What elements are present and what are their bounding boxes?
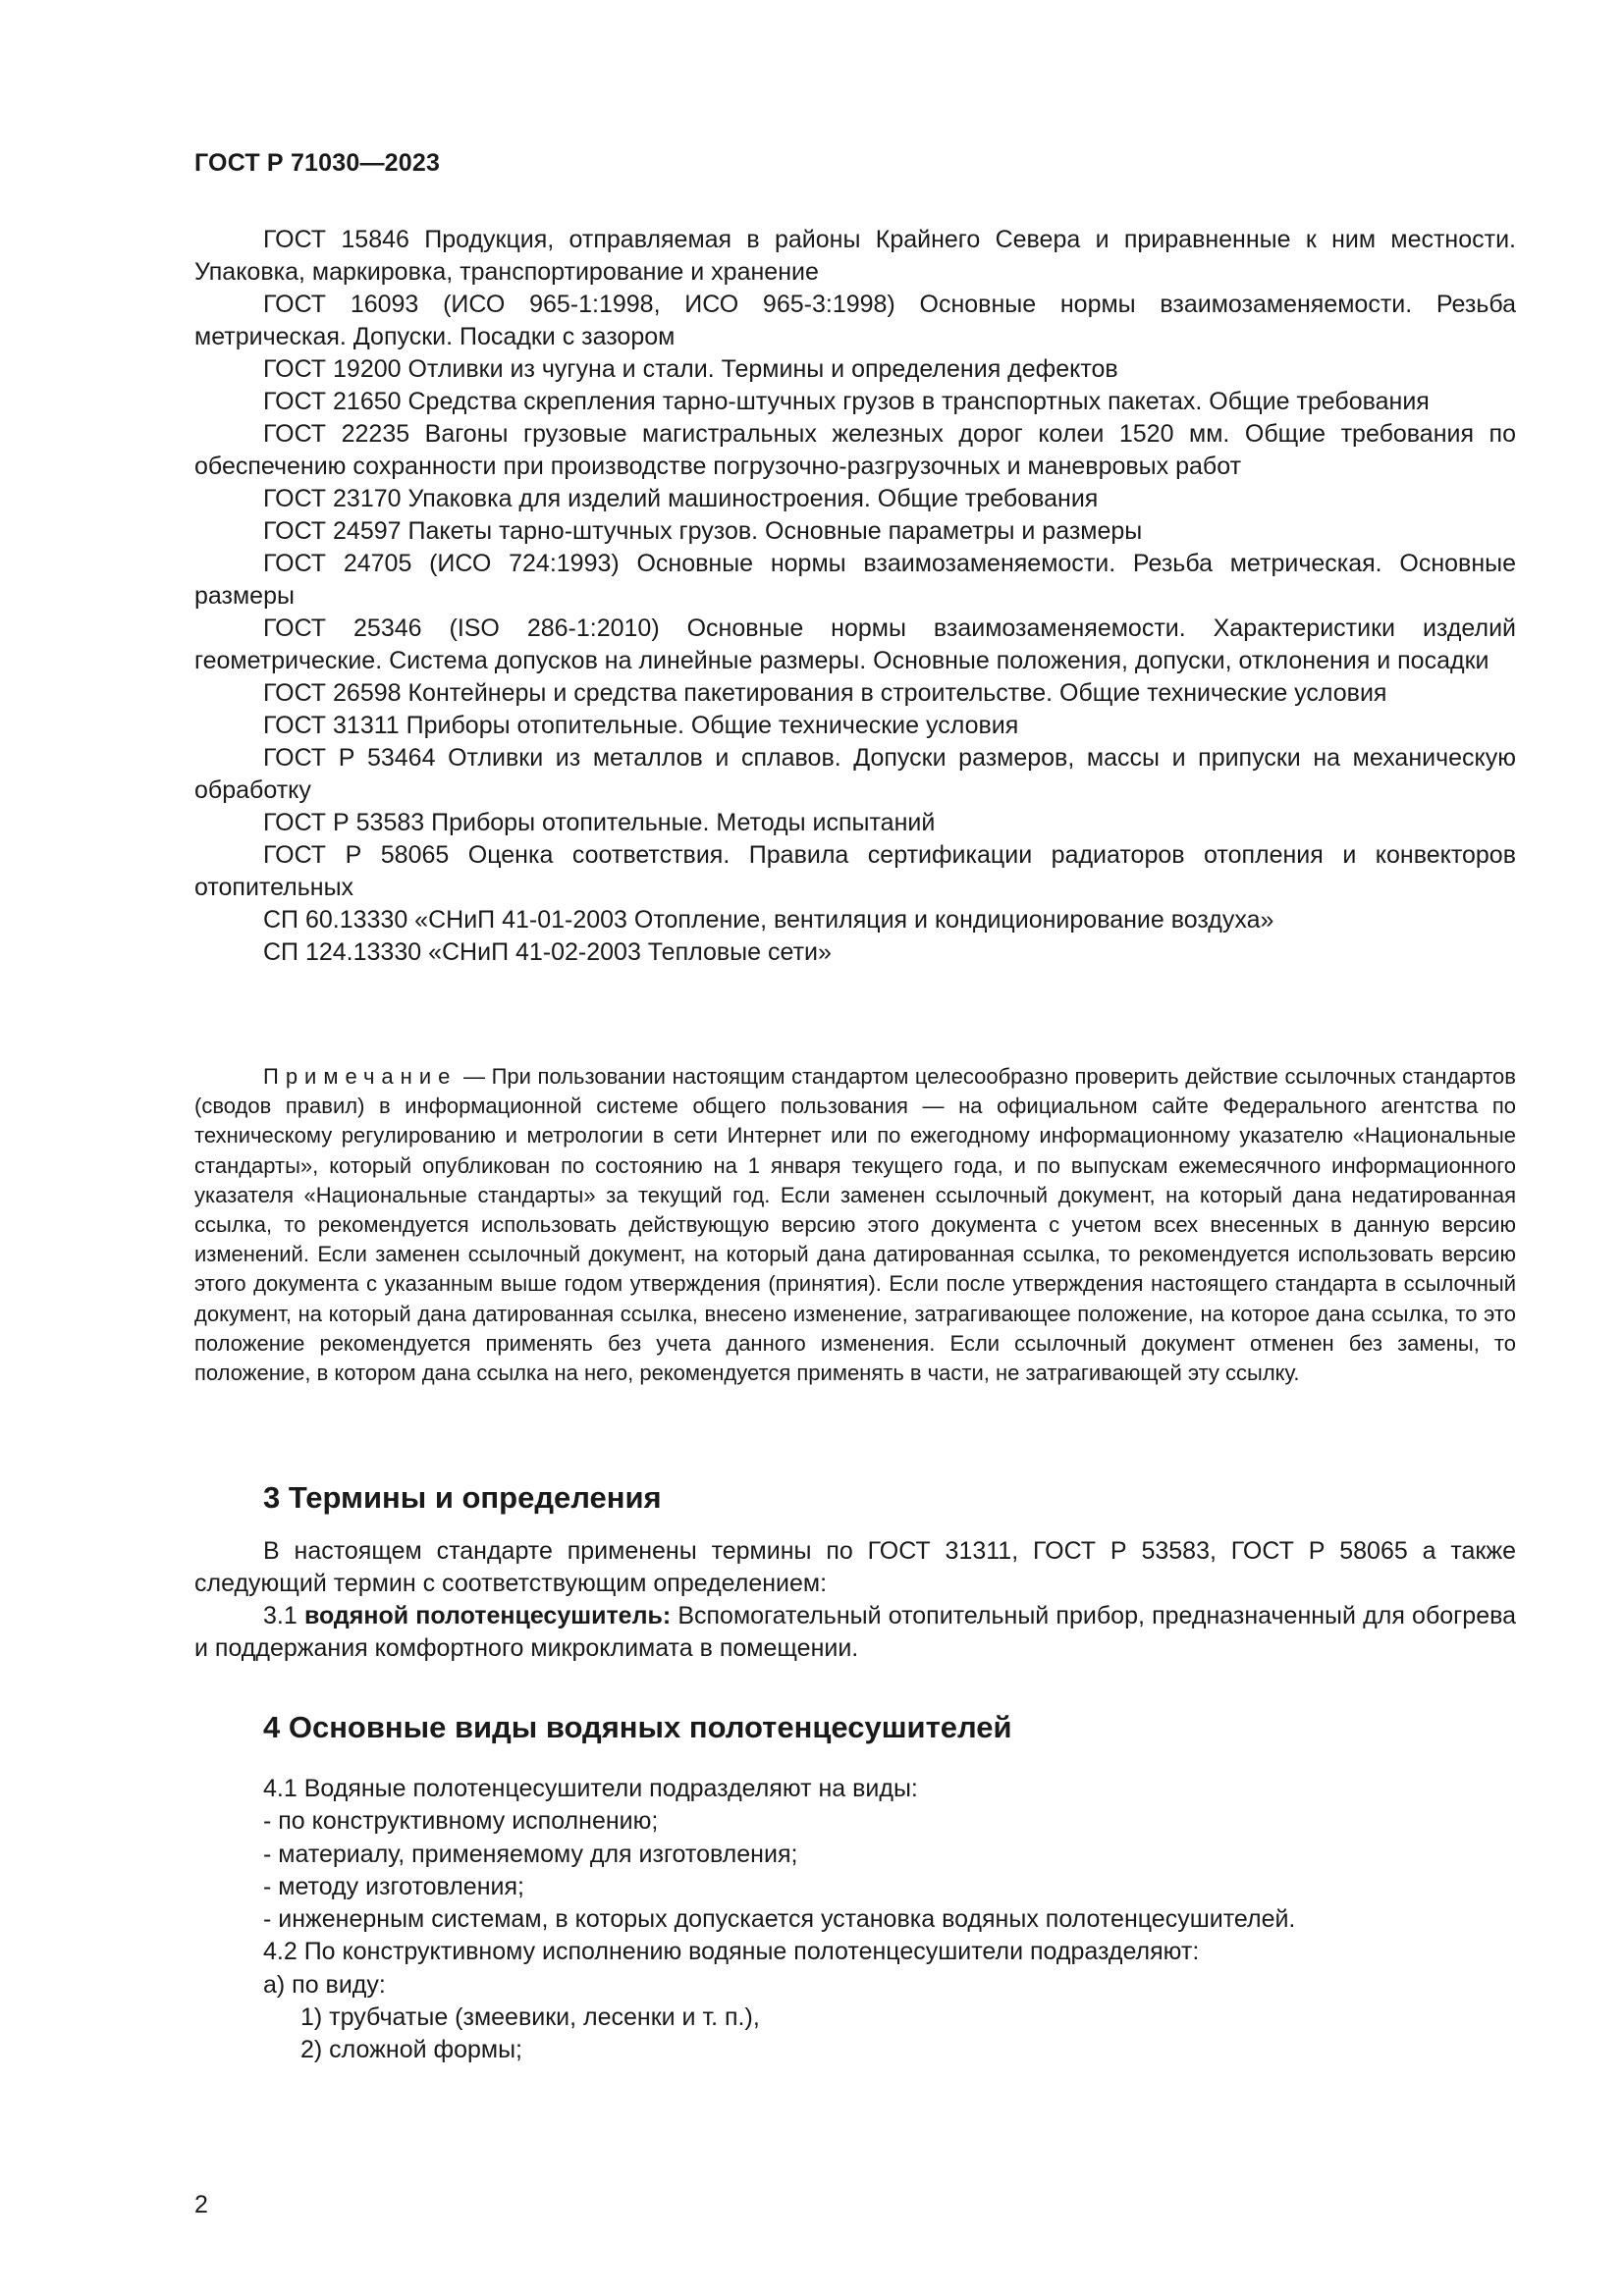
reference-item: ГОСТ 19200 Отливки из чугуна и стали. Термины и определения дефектов	[263, 355, 1118, 383]
section-3-body	[194, 1535, 1516, 1665]
reference-item: ГОСТ 31311 Приборы отопительные. Общие технические условия	[263, 712, 1019, 739]
term-number: 3.1	[263, 1602, 304, 1629]
section-4-line: 4.1 Водяные полотенцесушители подразделяют на виды:	[263, 1775, 918, 1802]
reference-item: ГОСТ Р 58065 Оценка соответствия. Правила сертификации радиаторов отопления и конвекторов отопительных	[194, 841, 1516, 901]
section-4-title: 4 Основные виды водяных полотенцесушителей	[263, 1710, 1012, 1744]
normative-references-list	[194, 224, 1516, 969]
section-4-line: 4.2 По конструктивному исполнению водяные полотенцесушители подразделяют:	[263, 1938, 1200, 1966]
section-4-body	[194, 1773, 1516, 2067]
note-label: Примечание	[263, 1064, 458, 1089]
reference-item: СП 124.13330 «СНиП 41-02-2003 Тепловые сети»	[263, 938, 832, 966]
term-name: водяной полотенцесушитель:	[303, 1602, 672, 1629]
note-text: При пользовании настоящим стандартом целесообразно проверить действие ссылочных стандартов (сводов правил) в информационной системе общего пользования — на официальном сайте Федерального агентства по техническому регулированию и метрологии в сети Интернет или по ежегодному информационному указателю «Национальные стандарты», который опубликован по состоянию на 1 января текущего года, и по выпускам ежемесячного информационного указателя «Национальные стандарты» за текущий год. Если заменен ссылочный документ, на который дана недатированная ссылка, то рекомендуется использовать действующую версию этого документа с учетом всех внесенных в данную версию изменений. Если заменен ссылочный документ, на который дана датированная ссылка, то рекомендуется использовать версию этого документа с указанным выше годом утверждения (принятия). Если после утверждения настоящего стандарта в ссылочный документ, на который дана датированная ссылка, внесено изменение, затрагивающее положение, на которое дана ссылка, то это положение рекомендуется применять без учета данного изменения. Если ссылочный документ отменен без замены, то положение, в котором дана ссылка на него, рекомендуется применять в части, не затрагивающей эту ссылку.	[194, 1064, 1516, 1386]
section-4-subline: 1) трубчатые (змеевики, лесенки и т. п.),	[300, 2003, 760, 2032]
section-3-title: 3 Термины и определения	[263, 1480, 662, 1515]
running-header: ГОСТ Р 71030—2023	[194, 149, 441, 177]
reference-item: ГОСТ Р 53583 Приборы отопительные. Методы испытаний	[263, 809, 936, 836]
section-4-line: а) по виду:	[263, 1970, 386, 1999]
reference-item: СП 60.13330 «СНиП 41-01-2003 Отопление, вентиляция и кондиционирование воздуха»	[263, 906, 1274, 934]
note-paragraph	[194, 1062, 1516, 1388]
reference-item: ГОСТ 23170 Упаковка для изделий машиностроения. Общие требования	[263, 485, 1099, 512]
reference-item: ГОСТ 25346 (ISO 286-1:2010) Основные нормы взаимозаменяемости. Характеристики изделий геометрические. Система допусков на линейные размеры. Основные положения, допуски, отклонения и посадки	[194, 614, 1516, 674]
reference-item: ГОСТ 15846 Продукция, отправляемая в районы Крайнего Севера и приравненные к ним местности. Упаковка, маркировка, транспортирование и хранение	[194, 226, 1516, 286]
section-4-line: - инженерным системам, в которых допускается установка водяных полотенцесушителей.	[263, 1905, 1296, 1934]
note-dash: —	[457, 1064, 492, 1089]
term-definition	[194, 1600, 1516, 1665]
section-4-line: - методу изготовления;	[263, 1872, 524, 1900]
reference-item: ГОСТ 21650 Средства скрепления тарно-штучных грузов в транспортных пакетах. Общие требования	[263, 388, 1430, 415]
term-definition-text: Вспомогательный отопительный прибор, предназначенный для обогрева и поддержания комфортного микроклимата в помещении.	[194, 1602, 1517, 1662]
reference-item: ГОСТ Р 53464 Отливки из металлов и сплавов. Допуски размеров, массы и припуски на механическую обработку	[194, 744, 1516, 804]
reference-item: ГОСТ 16093 (ИСО 965-1:1998, ИСО 965-3:1998) Основные нормы взаимозаменяемости. Резьба метрическая. Допуски. Посадки с зазором	[194, 291, 1516, 350]
note-block	[194, 1062, 1516, 1388]
reference-item: ГОСТ 26598 Контейнеры и средства пакетирования в строительстве. Общие технические условия	[263, 679, 1387, 707]
reference-item: ГОСТ 24597 Пакеты тарно-штучных грузов. Основные параметры и размеры	[263, 517, 1143, 545]
section-4-line: - материалу, применяемому для изготовления;	[263, 1840, 798, 1868]
section-3-intro: В настоящем стандарте применены термины по ГОСТ 31311, ГОСТ Р 53583, ГОСТ Р 58065 а также следующий термин с соответствующим определением:	[194, 1537, 1516, 1597]
section-4-line: - по конструктивному исполнению;	[263, 1807, 659, 1836]
reference-item: ГОСТ 22235 Вагоны грузовые магистральных железных дорог колеи 1520 мм. Общие требования по обеспечению сохранности при производстве погрузочно-разгрузочных и маневровых работ	[194, 420, 1516, 480]
reference-item: ГОСТ 24705 (ИСО 724:1993) Основные нормы взаимозаменяемости. Резьба метрическая. Основные размеры	[194, 550, 1516, 610]
page-number: 2	[194, 2191, 208, 2218]
section-4-subline: 2) сложной формы;	[300, 2036, 522, 2064]
